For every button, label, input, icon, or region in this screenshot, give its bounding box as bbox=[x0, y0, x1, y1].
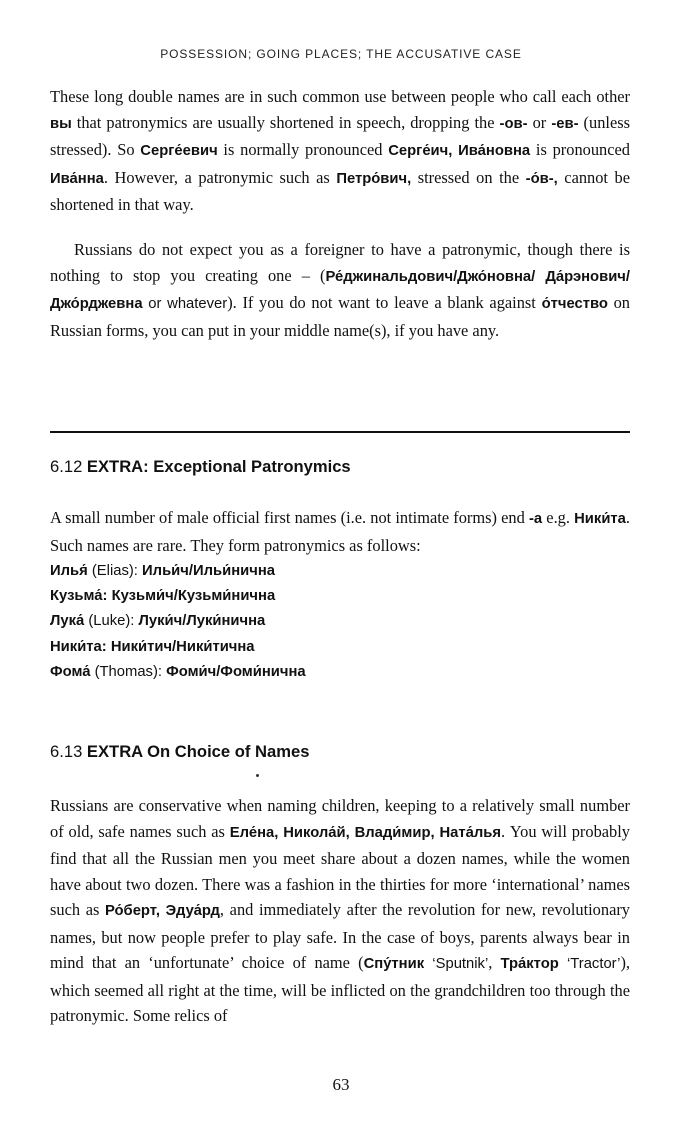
patronymic-list bbox=[50, 559, 630, 685]
section-number: 6.12 bbox=[50, 457, 83, 476]
russian-term: -о́в-, bbox=[525, 170, 558, 187]
sans-text: ‘Sputnik’ bbox=[424, 956, 489, 972]
gloss: (Thomas): bbox=[90, 663, 167, 680]
sans-text: or whatever bbox=[142, 296, 228, 312]
patronymic-forms: Луки́ч/Луки́нична bbox=[138, 613, 266, 630]
russian-term: Спу́тник bbox=[363, 956, 425, 972]
section-heading-6-13 bbox=[50, 742, 630, 762]
list-item bbox=[50, 559, 630, 584]
text: Russians do not expect you as a foreigner to have a patronymic, though there is nothing to stop you creating one – ( bbox=[50, 240, 630, 285]
text: is normally pronounced bbox=[217, 140, 389, 159]
text: A small number of male official first names (i.e. not intimate forms) end bbox=[50, 508, 529, 527]
section-heading-6-12 bbox=[50, 457, 630, 477]
list-item bbox=[50, 660, 630, 685]
first-name: Лука́ bbox=[50, 613, 85, 630]
first-name: Кузьма́: bbox=[50, 588, 108, 605]
section-title: EXTRA On Choice of Names bbox=[86, 742, 310, 761]
text: , and immediately after the revolution for new, revolutionary names, but now people prefer to play safe. In the case of boys, parents always bear in mind that an ‘unfortunate’ choice of name ( bbox=[50, 900, 631, 972]
text: that patronymics are usually shortened in speech, dropping the bbox=[71, 112, 500, 132]
text: is pronounced bbox=[530, 140, 630, 159]
russian-term: вы bbox=[50, 115, 72, 132]
paragraph-foreigner-patronymic bbox=[50, 237, 630, 343]
text: cannot be shortened in that way. bbox=[50, 167, 630, 214]
russian-term: о́тчество bbox=[541, 296, 608, 312]
section-number: 6.13 bbox=[50, 742, 83, 761]
text: or bbox=[527, 112, 552, 132]
list-item bbox=[50, 635, 630, 660]
list-item bbox=[50, 609, 630, 634]
paragraph-male-names-in-a bbox=[50, 505, 630, 558]
section-title: EXTRA: Exceptional Patronymics bbox=[86, 457, 351, 476]
patronymic-forms: Ильи́ч/Ильи́нична bbox=[142, 563, 275, 579]
first-name: Фома́ bbox=[50, 663, 91, 680]
text: e.g. bbox=[542, 508, 575, 527]
russian-term: Ре́джинальдович/Джо́новна/ Да́рэнович/Джо́рджевна bbox=[50, 268, 630, 312]
russian-term: Петро́вич, bbox=[336, 170, 412, 187]
gloss: (Elias): bbox=[87, 563, 143, 579]
scan-speck bbox=[256, 774, 259, 777]
russian-term: Тра́ктор bbox=[500, 956, 559, 972]
text: ), which seemed all right at the time, will be inflicted on the grandchildren too through the patronymic. Some relics of bbox=[50, 953, 630, 1025]
russian-term: Еле́на, Никола́й, Влади́мир, Ната́лья bbox=[229, 824, 501, 841]
text: on Russian forms, you can put in your middle name(s), if you have any. bbox=[50, 293, 630, 340]
first-name: Илья́ bbox=[50, 563, 88, 579]
page-number: 63 bbox=[332, 1075, 350, 1094]
russian-term: Ива́нна bbox=[50, 170, 104, 187]
text: . However, a patronymic such as bbox=[103, 167, 337, 187]
text: . Such names are rare. They form patronymics as follows: bbox=[50, 508, 630, 555]
first-name: Ники́та: bbox=[50, 638, 107, 655]
running-head: POSSESSION; GOING PLACES; THE ACCUSATIVE CASE bbox=[160, 47, 522, 61]
section-divider bbox=[50, 431, 630, 433]
russian-term: -а bbox=[528, 511, 543, 527]
patronymic-forms: Фоми́ч/Фоми́нична bbox=[166, 663, 306, 680]
text: , bbox=[488, 953, 501, 972]
paragraph-choice-of-names bbox=[50, 793, 630, 1029]
russian-term: Ро́берт, Эдуа́рд bbox=[105, 903, 220, 919]
text: stressed on the bbox=[411, 167, 526, 187]
paragraph-shortened-patronymics bbox=[50, 84, 630, 218]
patronymic-forms: Кузьми́ч/Кузьми́нична bbox=[111, 588, 276, 605]
russian-term: -ов- bbox=[499, 115, 528, 132]
patronymic-forms: Ники́тич/Ники́тична bbox=[110, 638, 255, 655]
russian-term: Ива́новна bbox=[458, 143, 531, 159]
text: These long double names are in such common use between people who call each other bbox=[50, 87, 630, 106]
text: (unless stressed). So bbox=[50, 112, 630, 159]
russian-term: Ники́та bbox=[574, 511, 626, 527]
russian-term: -ев- bbox=[551, 115, 579, 132]
gloss: (Luke): bbox=[84, 613, 139, 630]
text: . You will probably find that all the Russian men you meet share about a dozen names, while the women have about two dozen. There was a fashion in the thirties for more ‘international’ names such as bbox=[50, 821, 630, 919]
russian-term: Серге́ич, bbox=[388, 143, 453, 159]
list-item bbox=[50, 584, 630, 609]
russian-term: Серге́евич bbox=[140, 143, 218, 159]
sans-text: ‘Tractor’ bbox=[558, 956, 621, 972]
text: ). If you do not want to leave a blank against bbox=[227, 293, 542, 312]
text: Russians are conservative when naming children, keeping to a relatively small number of old, safe names such as bbox=[50, 796, 630, 841]
